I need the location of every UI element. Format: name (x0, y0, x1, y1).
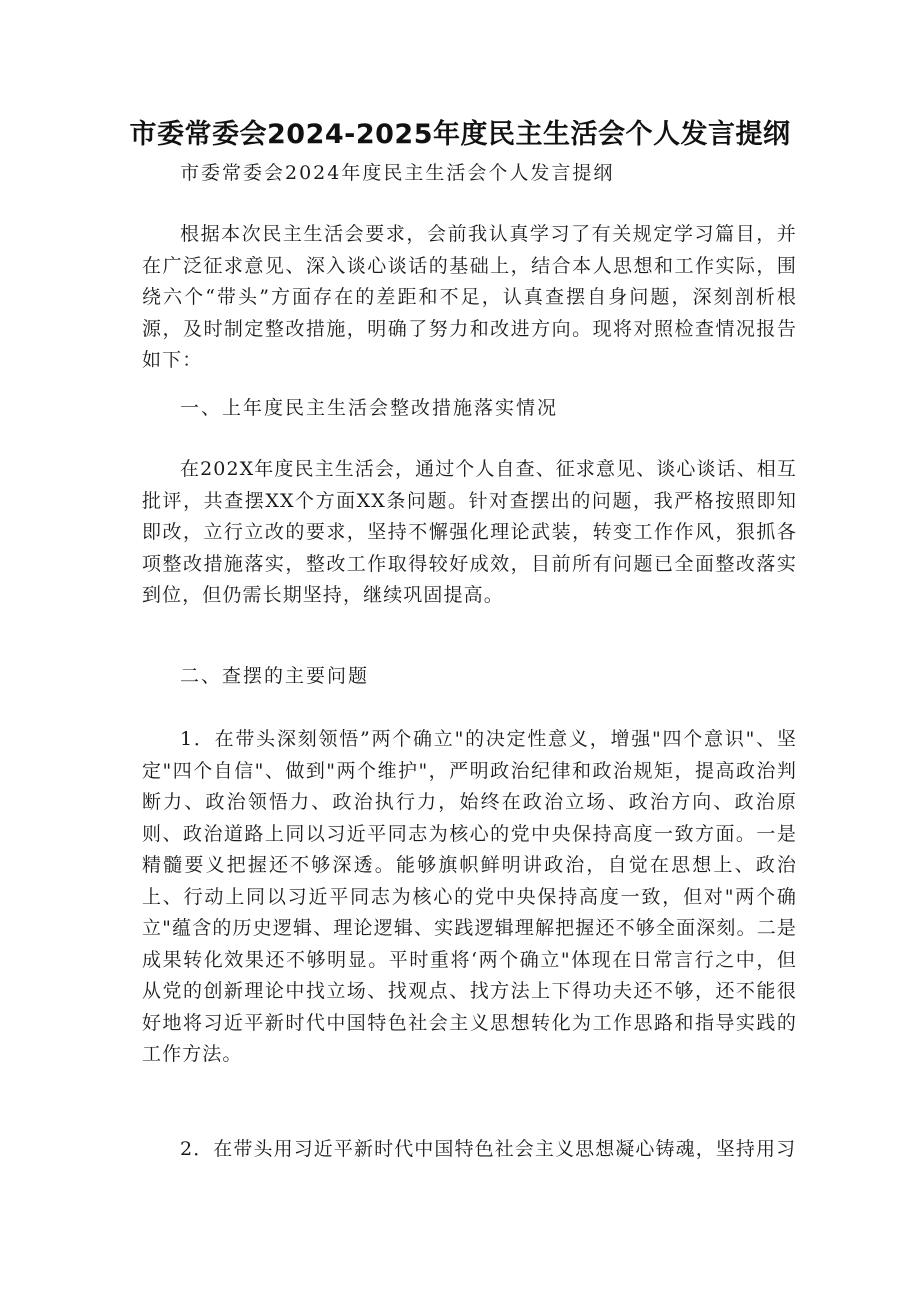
document-title: 市委常委会2024-2025年度民主生活会个人发言提纲 (129, 119, 791, 150)
document-subtitle: 市委常委会2024年度民主生活会个人发言提纲 (180, 162, 615, 184)
problem-item-1: 1．在带头深刻领悟”两个确立"的决定性意义，增强"四个意识"、坚定"四个自信"、做到"两个维护"，严明政治纪律和政治规矩，提高政治判断力、政治领悟力、政治执行力，始终在政治立场、政治方向、政治原则、政治道路上同以习近平同志为核心的党中央保持高度一致方面。一是精髓要义把握还不够深透。能够旗帜鲜明讲政治，自觉在思想上、政治上、行动上同以习近平同志为核心的党中央保持高度一致，但对"两个确立"蕴含的历史逻辑、理论逻辑、实践逻辑理解把握还不够全面深刻。二是成果转化效果还不够明显。平时重将‘两个确立"体现在日常言行之中，但从党的创新理论中找立场、找观点、找方法上下得功夫还不够，还不能很好地将习近平新时代中国特色社会主义思想转化为工作思路和指导实践的工作方法。 (142, 728, 797, 1065)
problem-item-2: 2．在带头用习近平新时代中国特色社会主义思想凝心铸魂，坚持用习 (180, 1138, 797, 1160)
section-2-heading: 二、查摆的主要问题 (180, 665, 370, 687)
section-1-paragraph: 在202X年度民主生活会，通过个人自查、征求意见、谈心谈话、相互批评，共查摆XX个方面XX条问题。针对查摆出的问题，我严格按照即知即改，立行立改的要求，坚持不懈强化理论武装，转变工作作风，狠抓各项整改措施落实，整改工作取得较好成效，目前所有问题已全面整改落实到位，但仍需长期坚持，继续巩固提高。 (142, 458, 797, 606)
intro-paragraph: 根据本次民主生活会要求，会前我认真学习了有关规定学习篇目，并在广泛征求意见、深入谈心谈话的基础上，结合本人思想和工作实际，围绕六个“带头”方面存在的差距和不足，认真查摆自身问题，深刻剖析根源，及时制定整改措施，明确了努力和改进方向。现将对照检查情况报告如下： (142, 223, 797, 371)
section-1-heading: 一、上年度民主生活会整改措施落实情况 (180, 397, 559, 419)
